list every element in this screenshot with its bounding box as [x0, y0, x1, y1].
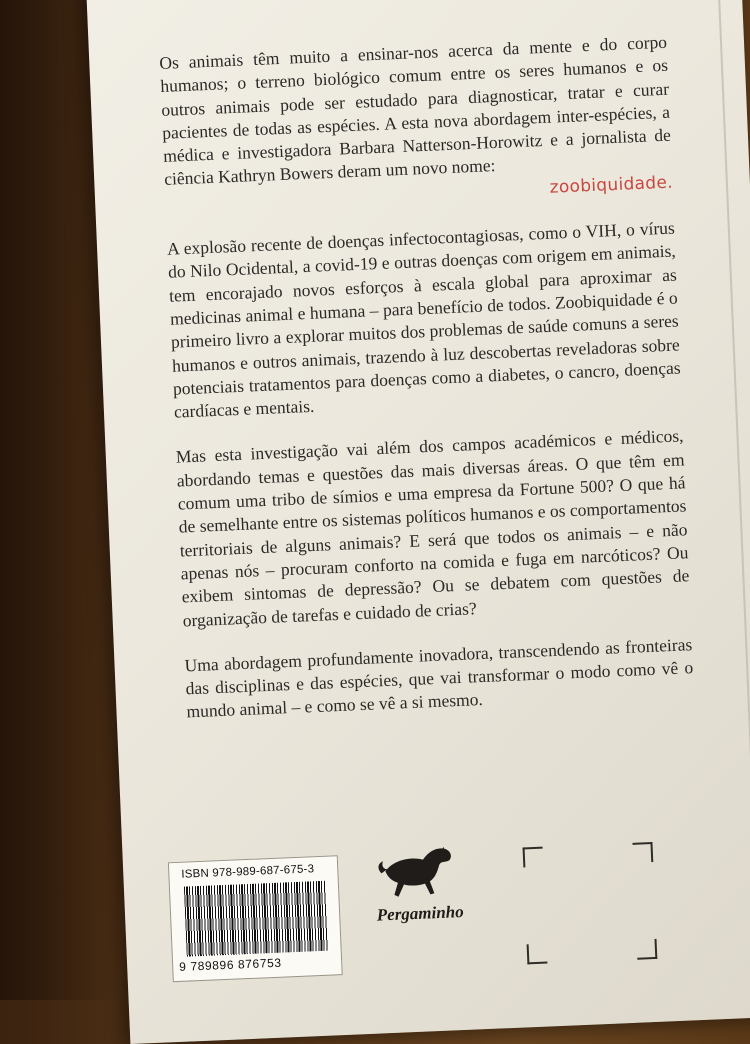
brand-word: zoobiquidade.: [549, 172, 674, 198]
paragraph-3: Mas esta investigação vai além dos campos académicos e médicos, abordando temas e questões das mais diversas áreas. O que têm em comum uma tribo de símios e uma empresa da Fortune 500? O que há de semelhante entre os sistemas políticos humanos e os comportamentos territoriais de alguns animais? E será que todos os animais – e não apenas nós – procuram conforto na comida e fuga em narcóticos? Ou exibem sintomas de depressão? Ou se debatem com questões de organização de tarefas e cuidado de crias?: [175, 425, 690, 631]
barcode-icon: [184, 881, 329, 957]
paragraph-2: A explosão recente de doenças infectocontagiosas, como o VIH, o vírus do Nilo Ocidental, a covid-19 e outras doenças com origem em animais, tem encorajado novos esforços à escala global para aproximar as medicinas animal e humana – para benefício de todos. Zoobiquidade é o primeiro livro a explorar muitos dos problemas de saúde comuns a seres humanos e outros animais, trazendo à luz descobertas reveladoras sobre potenciais tratamentos para doenças como a diabetes, o cancro, doenças cardíacas e mentais.: [166, 217, 681, 422]
blurb-text: [159, 31, 696, 746]
publisher-logo: [367, 840, 472, 964]
sticker-corner-bottom-left: [527, 944, 548, 965]
horse-logo-icon: [374, 840, 462, 904]
paragraph-1-text: Os animais têm muito a ensinar-nos acerca da mente e do corpo humanos; o terreno biológico comum entre os seres humanos e os outros animais pode ser estudado para diagnosticar, tratar e curar pacientes de todas as espécies. A esta nova abordagem inter-espécies, a médica e investigadora Barbara Natterson-Horowitz e a jornalista de ciência Kathryn Bowers deram um novo nome:: [158, 31, 672, 190]
sticker-corner-top-right: [632, 842, 653, 863]
sticker-corner-bottom-right: [637, 939, 658, 960]
barcode-box: [168, 855, 343, 982]
paragraph-1: [159, 31, 673, 216]
barcode-digits: 9 789896 876753: [178, 955, 282, 974]
isbn-label: ISBN 978-989-687-675-3: [181, 863, 315, 881]
paragraph-4: Uma abordagem profundamente inovadora, transcendendo as fronteiras das disciplinas e das espécies, que vai transformar o modo como vê o mundo animal – e como se vê a si mesmo.: [184, 634, 694, 722]
sticker-corner-top-left: [523, 847, 544, 868]
publisher-name: Pergaminho: [376, 901, 465, 925]
book-back-cover: [85, 0, 750, 1044]
cover-fold-line: [715, 0, 750, 1018]
